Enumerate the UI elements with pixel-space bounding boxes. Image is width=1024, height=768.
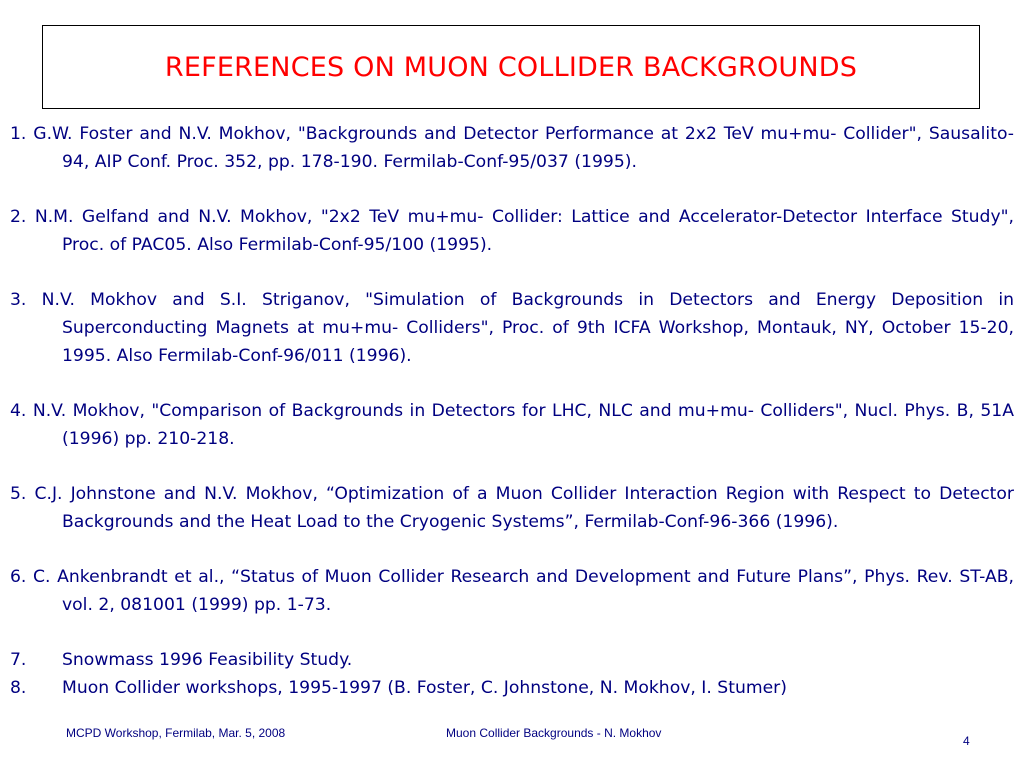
reference-list <box>10 120 1014 702</box>
reference-text: N.V. Mokhov and S.I. Striganov, "Simulation of Backgrounds in Detectors and Energy Deposition in Superconducting Magnets at mu+mu- Colliders", Proc. of 9th ICFA Workshop, Montauk, NY, October 15-20, 1995. Also Fermilab-Conf-96/011 (1996). <box>41 290 1014 366</box>
reference-item-6 <box>10 563 1014 619</box>
reference-text: Snowmass 1996 Feasibility Study. <box>62 650 353 670</box>
reference-text: N.M. Gelfand and N.V. Mokhov, "2x2 TeV mu+mu- Collider: Lattice and Accelerator-Detector Interface Study", Proc. of PAC05. Also Fermilab-Conf-95/100 (1995). <box>34 207 1014 255</box>
reference-text: G.W. Foster and N.V. Mokhov, "Backgrounds and Detector Performance at 2x2 TeV mu+mu- Collider", Sausalito-94, AIP Conf. Proc. 352, pp. 178-190. Fermilab-Conf-95/037 (1995). <box>33 124 1014 172</box>
reference-item-5 <box>10 480 1014 536</box>
slide-title: REFERENCES ON MUON COLLIDER BACKGROUNDS <box>164 51 858 83</box>
reference-number: 4. <box>10 401 33 421</box>
reference-text: Muon Collider workshops, 1995-1997 (B. Foster, C. Johnstone, N. Mokhov, I. Stumer) <box>62 678 787 698</box>
reference-number: 7. <box>10 650 27 670</box>
reference-number: 8. <box>10 678 27 698</box>
reference-number: 6. <box>10 567 34 587</box>
reference-number: 3. <box>10 290 42 310</box>
reference-text: C.J. Johnstone and N.V. Mokhov, “Optimization of a Muon Collider Interaction Region with Respect to Detector Backgrounds and the Heat Load to the Cryogenic Systems”, Fermilab-Conf-96-366 (1996). <box>34 484 1014 532</box>
reference-item-2 <box>10 203 1014 259</box>
reference-text: C. Ankenbrandt et al., “Status of Muon Collider Research and Development and Future Plans”, Phys. Rev. ST-AB, vol. 2, 081001 (1999) pp. 1-73. <box>33 567 1014 615</box>
reference-item-3 <box>10 286 1014 370</box>
page-number: 4 <box>963 734 970 748</box>
footer-event: MCPD Workshop, Fermilab, Mar. 5, 2008 <box>66 726 286 740</box>
reference-item-8 <box>10 674 1014 702</box>
reference-number: 1. <box>10 124 34 144</box>
reference-number: 5. <box>10 484 35 504</box>
reference-item-1 <box>10 120 1014 176</box>
reference-item-4 <box>10 397 1014 453</box>
footer-title: Muon Collider Backgrounds - N. Mokhov <box>446 726 662 740</box>
reference-text: N.V. Mokhov, "Comparison of Backgrounds in Detectors for LHC, NLC and mu+mu- Colliders", Nucl. Phys. B, 51A (1996) pp. 210-218. <box>32 401 1014 449</box>
reference-item-7 <box>10 646 1014 674</box>
title-box <box>42 25 980 109</box>
reference-number: 2. <box>10 207 35 227</box>
